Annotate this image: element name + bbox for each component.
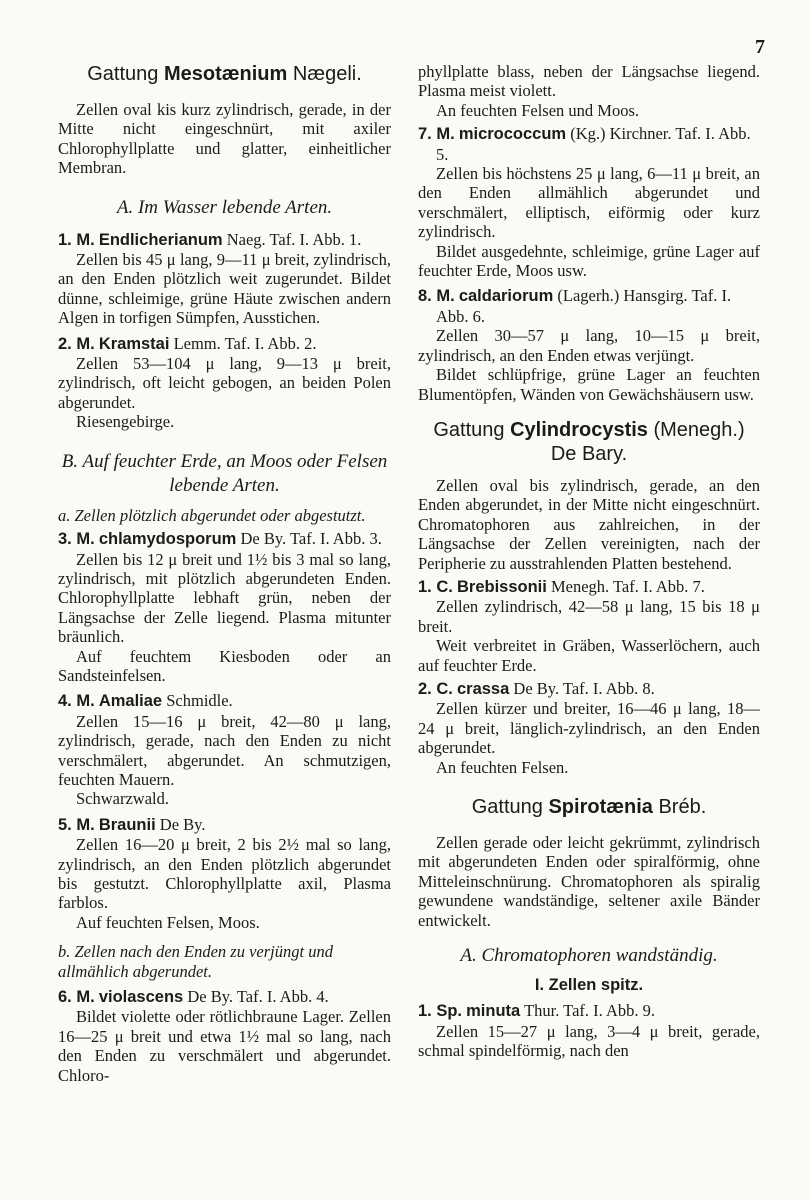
species-entry bbox=[58, 529, 391, 549]
species-location: Riesengebirge. bbox=[76, 412, 175, 432]
left-column bbox=[58, 62, 391, 1085]
species-number: 1. M. bbox=[58, 230, 95, 249]
species-reference: De By. Taf. I. Abb. 8. bbox=[513, 678, 655, 698]
species-name: caldariorum bbox=[458, 287, 554, 306]
page-number: 7 bbox=[755, 36, 765, 58]
species-entry bbox=[418, 679, 760, 699]
species-description: Zellen 15—27 μ lang, 3—4 μ breit, gerade, schmal spindelförmig, nach den bbox=[418, 1021, 760, 1061]
genus-author: Nægeli. bbox=[292, 63, 362, 85]
species-entry bbox=[418, 577, 760, 597]
species-description: Zellen 16—20 μ breit, 2 bis 2½ mal so lang, zylindrisch, an den Enden plötzlich abgerundet bis gestutzt. Chlorophyllplatte axil, Plasma farblos. bbox=[58, 835, 391, 913]
genus-description: Zellen oval kis kurz zylindrisch, gerade, in der Mitte nicht eingeschnürt, mit axiler Chlorophyllplatte und glatter, einheitlicher Membran. bbox=[58, 100, 391, 178]
genus-author: (Menegh.) De Bary. bbox=[550, 418, 745, 465]
species-number: 1. C. bbox=[418, 577, 453, 596]
species-location: Weit verbreitet in Gräben, Wasserlöchern, auch auf feuchter Erde. bbox=[418, 636, 760, 675]
species-reference: De By. Taf. I. Abb. 3. bbox=[240, 529, 382, 549]
genus-heading-mesotaenium bbox=[58, 62, 391, 86]
species-number: 3. M. bbox=[58, 530, 95, 549]
species-number: 6. M. bbox=[58, 988, 95, 1007]
genus-label: Gattung bbox=[433, 418, 505, 441]
genus-name: Spirotænia bbox=[548, 796, 653, 818]
species-description: Zellen zylindrisch, 42—58 μ lang, 15 bis 18 μ breit. bbox=[418, 597, 760, 636]
species-entry bbox=[58, 691, 391, 711]
species-description: Bildet violette oder rötlichbraune Lager. Zellen 16—25 μ breit und etwa 1½ mal so lang, nach den Enden zu verschmälert und abgerundet. Chloro- bbox=[58, 1007, 391, 1085]
genus-heading-cylindrocystis bbox=[418, 418, 760, 466]
species-reference: Schmidle. bbox=[166, 691, 233, 711]
species-location: Bildet ausgedehnte, schleimige, grüne Lager auf feuchter Erde, Moos usw. bbox=[418, 241, 760, 281]
section-heading-a: A. Im Wasser lebende Arten. bbox=[116, 196, 333, 218]
species-reference: De By. Taf. I. Abb. 4. bbox=[187, 987, 329, 1007]
species-number: 7. M. bbox=[418, 125, 455, 144]
species-reference: (Kg.) Kirchner. Taf. I. Abb. 5. bbox=[436, 124, 751, 164]
species-name: minuta bbox=[466, 1002, 521, 1021]
species-name: Amaliae bbox=[98, 692, 163, 711]
species-number: 2. C. bbox=[418, 679, 453, 698]
genus-label: Gattung bbox=[87, 63, 159, 85]
species-entry bbox=[418, 1001, 760, 1021]
species-name: micrococcum bbox=[458, 125, 567, 144]
species-description: Zellen 30—57 μ lang, 10—15 μ breit, zylindrisch, an den Enden etwas verjüngt. bbox=[418, 326, 760, 365]
species-name: chlamydosporum bbox=[98, 530, 237, 549]
section-heading-a: A. Chromatophoren wandständig. bbox=[460, 945, 718, 967]
species-reference: De By. bbox=[159, 814, 206, 834]
species-name: crassa bbox=[456, 679, 510, 698]
right-column bbox=[418, 62, 760, 1061]
species-description: Zellen bis höchstens 25 μ lang, 6—11 μ breit, an den Enden allmählich abgerundet und verschmälert, elliptisch, eiförmig oder kurz zylindrisch. bbox=[418, 164, 760, 242]
species-location: Bildet schlüpfrige, grüne Lager an feuchten Blumentöpfen, Wänden von Gewächshäusern usw. bbox=[418, 365, 760, 404]
species-number: 8. M. bbox=[418, 287, 455, 306]
species-description: Zellen bis 12 μ breit und 1½ bis 3 mal so lang, zylindrisch, mit plötzlich abgerundeten Enden. Chlorophyllplatte lebhaft grün, neben der Längsachse der Zelle liegend. Plasma mitunter bräunlich. bbox=[58, 549, 391, 647]
genus-author: Bréb. bbox=[658, 796, 707, 818]
genus-label: Gattung bbox=[471, 796, 543, 818]
subsection-heading-a: a. Zellen plötzlich abgerundet oder abgestutzt. bbox=[58, 505, 366, 525]
species-reference: Lemm. Taf. I. Abb. 2. bbox=[173, 333, 317, 353]
species-entry bbox=[58, 230, 391, 250]
genus-name: Cylindrocystis bbox=[510, 418, 648, 441]
genus-name: Mesotænium bbox=[163, 63, 288, 85]
section-heading-b: B. Auf feuchter Erde, an Moos oder Felsen lebende Arten. bbox=[61, 450, 388, 496]
subsection-heading-b: b. Zellen nach den Enden zu verjüngt und allmählich abgerundet. bbox=[58, 942, 333, 981]
genus-description: Zellen oval bis zylindrisch, gerade, an den Enden abgerundet, in der Mitte nicht eingeschnürt. Chromatophoren aus zahlreichen, in der Längsachse der Zellen vereinigten, nach der Peripherie zu ausstrahlenden Platten bestehend. bbox=[418, 475, 760, 573]
species-description: Zellen kürzer und breiter, 16—46 μ lang, 18—24 μ breit, länglich-zylindrisch, an den Enden abgerundet. bbox=[418, 699, 760, 758]
species-reference: (Lagerh.) Hansgirg. Taf. I. Abb. 6. bbox=[436, 286, 732, 326]
species-location: Auf feuchten Felsen, Moos. bbox=[76, 912, 260, 932]
species-reference: Naeg. Taf. I. Abb. 1. bbox=[226, 229, 362, 249]
subheading: I. Zellen spitz. bbox=[534, 976, 644, 995]
species-entry bbox=[418, 286, 760, 326]
species-name: Brebissonii bbox=[456, 577, 547, 596]
species-number: 5. M. bbox=[58, 815, 95, 834]
genus-description: Zellen gerade oder leicht gekrümmt, zylindrisch mit abgerundeten Enden oder spiralförmig, ohne Mitteleinschnürung. Chromatophoren als spiralig gewundene wandständige, seltener axile Bänder entwickelt. bbox=[418, 833, 760, 930]
species-entry bbox=[418, 124, 760, 164]
species-number: 4. M. bbox=[58, 692, 95, 711]
species-location: An feuchten Felsen. bbox=[436, 757, 569, 777]
species-number: 2. M. bbox=[58, 334, 95, 353]
species-entry bbox=[58, 815, 391, 835]
species-description: Zellen 15—16 μ breit, 42—80 μ lang, zylindrisch, gerade, nach den Enden zu nicht verschmälert, abgerundet. An schmutzigen, feuchten Mauern. bbox=[58, 711, 391, 789]
genus-heading-spirotaenia bbox=[418, 795, 760, 819]
species-location: Auf feuchtem Kiesboden oder an Sandsteinfelsen. bbox=[58, 646, 391, 685]
species-description-continued: phyllplatte blass, neben der Längsachse liegend. Plasma meist violett. bbox=[418, 62, 760, 101]
species-location: An feuchten Felsen und Moos. bbox=[436, 100, 640, 120]
species-description: Zellen 53—104 μ lang, 9—13 μ breit, zylindrisch, oft leicht gebogen, an beiden Polen abgerundet. bbox=[58, 354, 391, 412]
species-name: Endlicherianum bbox=[98, 230, 223, 249]
species-location: Schwarzwald. bbox=[76, 789, 170, 809]
species-name: Braunii bbox=[98, 815, 156, 834]
species-reference: Menegh. Taf. I. Abb. 7. bbox=[550, 576, 705, 596]
species-description: Zellen bis 45 μ lang, 9—11 μ breit, zylindrisch, an den Enden plötzlich weit zugerundet. Bildet dünne, schleimige, grüne Häute zwischen andern Algen in torfigen Sümpfen, Ausstichen. bbox=[58, 250, 391, 328]
species-name: Kramstai bbox=[98, 334, 170, 353]
species-entry bbox=[58, 334, 391, 354]
species-reference: Thur. Taf. I. Abb. 9. bbox=[524, 1001, 656, 1021]
species-number: 1. Sp. bbox=[418, 1002, 463, 1021]
species-entry bbox=[58, 987, 391, 1007]
species-name: violascens bbox=[98, 988, 184, 1007]
